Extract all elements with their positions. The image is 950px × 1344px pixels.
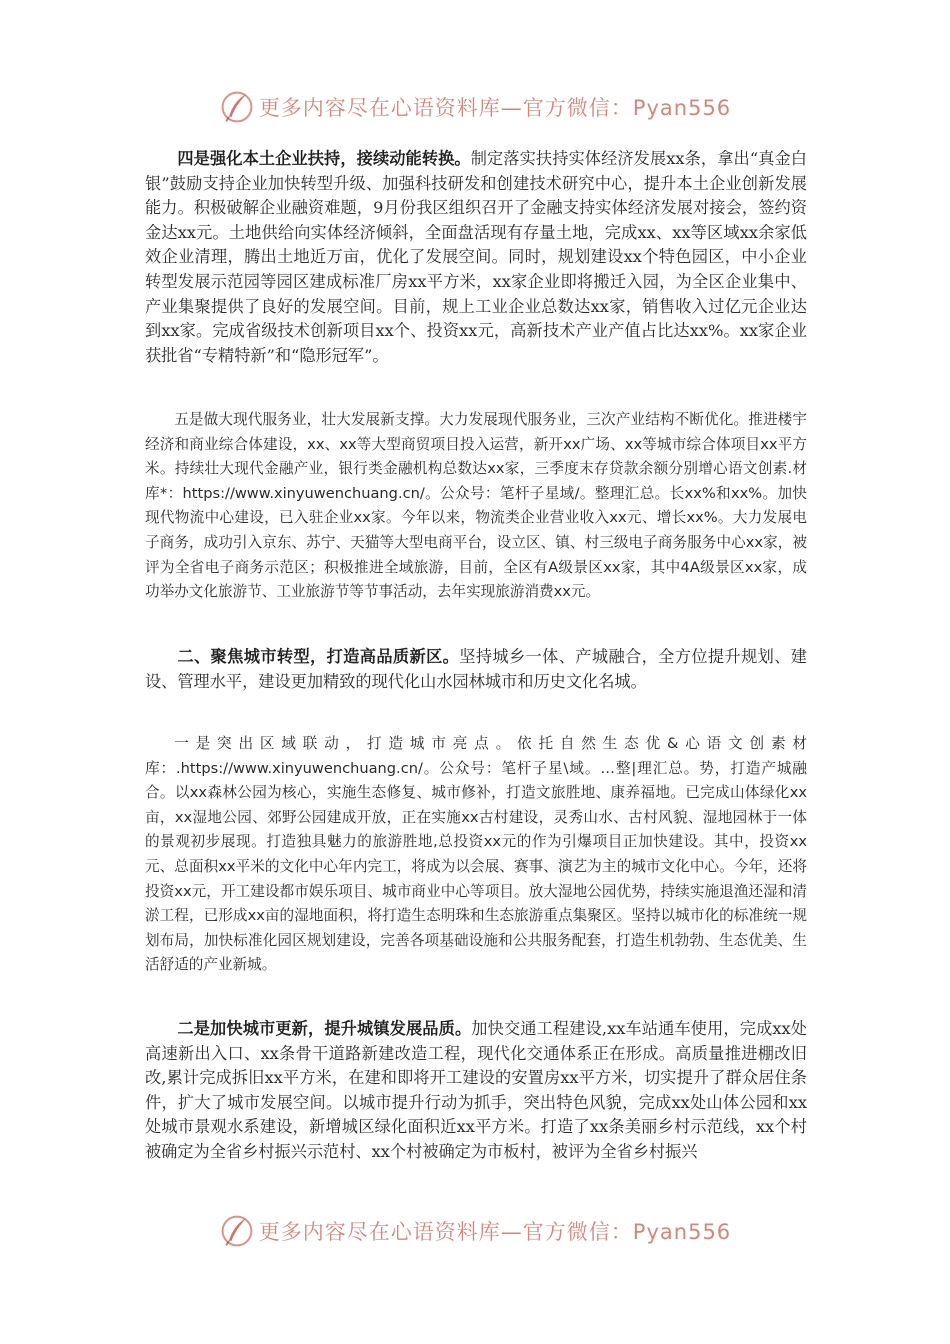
paragraph-body: 制定落实扶持实体经济发展xx条，拿出“真金白银”鼓励支持企业加快转型升级、加强科技研发和创建技术研究中心，提升本土企业创新发展能力。积极破解企业融资难题，9月份我区组织召开了金融支持实体经济发展对接会，签约资金达xx元。土地供给向实体经济倾斜，全面盘活现有存量土地，完成xx、xx等区域xx余家低效企业清理，腾出土地近万亩，优化了发展空间。同时，规划建设xx个特色园区，中小企业转型发展示范园等园区建成标准厂房xx平方米，xx家企业即将搬迁入园，为全区企业集中、产业集聚提供了良好的发展空间。目前，规上工业企业总数达xx家，销售收入过亿元企业达到xx家。完成省级技术创新项目xx个、投资xx元，高新技术产业产值占比达xx%。xx家企业获批省“专精特新”和“隐形冠军”。 [145, 149, 807, 365]
header-banner [0, 87, 950, 127]
paragraph-heading: 四是强化本土企业扶持，接续动能转换。 [177, 149, 471, 168]
paragraph-body: 坚持城乡一体、产城融合，全方位提升规划、建设、管理水平，建设更加精致的现代化山水园林城市和历史文化名城。 [145, 647, 807, 691]
paragraph-regional-linkage [145, 732, 807, 978]
feather-pen-logo-icon [219, 89, 255, 125]
paragraph-body: 加快交通工程建设,xx车站通车使用，完成xx处高速新出入口、xx条骨干道路新建改造工程，现代化交通体系正在形成。高质量推进棚改旧改,累计完成拆旧xx平方米，在建和即将开工建设的安置房xx平方米，切实提升了群众居住条件，扩大了城市发展空间。以城市提升行动为抓手，突出特色风貌，完成xx处山体公园和xx处城市景观水系建设，新增城区绿化面积近xx平方米。打造了xx条美丽乡村示范线，xx个村被确定为全省乡村振兴示范村、xx个村被确定为市板村，被评为全省乡村振兴 [145, 1019, 807, 1161]
paragraph-local-enterprise [145, 147, 807, 368]
paragraph-body: 一是突出区域联动，打造城市亮点。依托自然生态优&心语文创素材库：.https://www.xinyuwenchuang.cn/。公众号：笔杆子星\域。…整|理汇总。势，打造产城融合。以xx森林公园为核心，实施生态修复、城市修补，打造文旅胜地、康养福地。已完成山体绿化xx亩，xx湿地公园、郊野公园建成开放，正在实施xx古村建设，灵秀山水、古村风貌、湿地园林于一体的景观初步展现。打造独具魅力的旅游胜地,总投资xx元的作为引爆项目正加快建设。其中，投资xx元、总面积xx平米的文化中心年内完工，将成为以会展、赛事、演艺为主的城市文化中心。今年，还将投资xx元，开工建设都市娱乐项目、城市商业中心等项目。放大湿地公园优势，持续实施退渔还湿和清淤工程，已形成xx亩的湿地面积，将打造生态明珠和生态旅游重点集聚区。坚持以城市化的标准统一规划布局，加快标准化园区规划建设，完善各项基础设施和公共服务配套，打造生机勃勃、生态优美、生活舒适的产业新城。 [145, 735, 807, 974]
paragraph-urban-transformation [145, 645, 807, 694]
paragraph-urban-renewal [145, 1017, 807, 1165]
footer-banner [0, 1211, 950, 1251]
paragraph-body: 五是做大现代服务业，壮大发展新支撑。大力发展现代服务业，三次产业结构不断优化。推进楼宇经济和商业综合体建设，xx、xx等大型商贸项目投入运营，新开xx广场、xx等城市综合体项目xx平方米。持续壮大现代金融产业，银行类金融机构总数达xx家，三季度末存贷款余额分别增心语文创素.材库*：https://www.xinyuwenchuang.cn/。公众号：笔杆子星域/。整理汇总。长xx%和xx%。加快现代物流中心建设，已入驻企业xx家。今年以来，物流类企业营业收入xx元、增长xx%。大力发展电子商务，成功引入京东、苏宁、天猫等大型电商平台，设立区、镇、村三级电子商务服务中心xx家，被评为全省电子商务示范区；积极推进全域旅游，目前，全区有A级景区xx家，其中4A级景区xx家，成功举办文化旅游节、工业旅游节等节事活动，去年实现旅游消费xx元。 [145, 411, 807, 601]
footer-banner-text: 更多内容尽在心语资料库—官方微信：Pyan556 [258, 1220, 732, 1244]
paragraph-modern-services [145, 408, 807, 605]
paragraph-heading: 二、聚焦城市转型，打造高品质新区。 [177, 647, 460, 666]
feather-pen-logo-icon [219, 1213, 255, 1249]
header-banner-text: 更多内容尽在心语资料库—官方微信：Pyan556 [258, 96, 732, 120]
paragraph-heading: 二是加快城市更新，提升城镇发展品质。 [177, 1019, 472, 1038]
